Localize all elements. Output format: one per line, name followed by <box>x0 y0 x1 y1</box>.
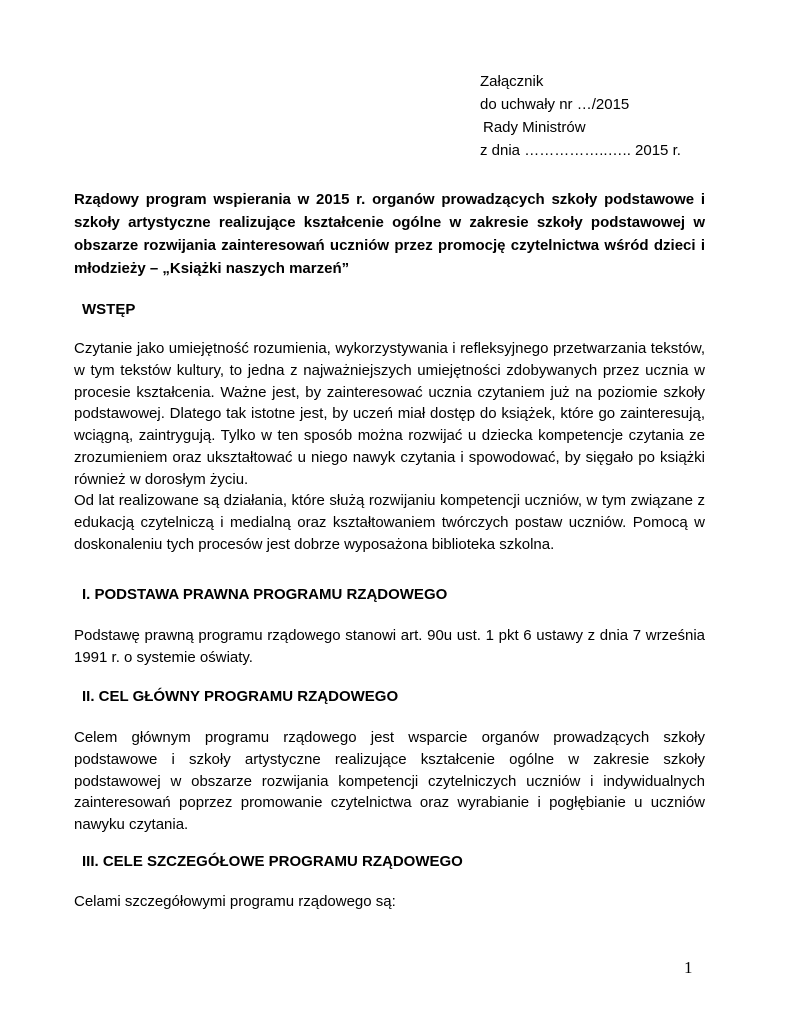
section-heading-main-goal: II. CEL GŁÓWNY PROGRAMU RZĄDOWEGO <box>82 688 399 705</box>
section-heading-intro: WSTĘP <box>82 301 136 318</box>
resolution-date: z dnia ……………..….. 2015 r. <box>480 142 681 159</box>
page-number: 1 <box>684 958 693 977</box>
resolution-number: do uchwały nr …/2015 <box>480 96 630 113</box>
attachment-header <box>480 70 681 162</box>
document-title: Rządowy program wspierania w 2015 r. organów prowadzących szkoły podstawowe i szkoły artystyczne realizujące kształcenie ogólne w zakresie szkoły podstawowej w obszarze rozwijania zainteresowań uczniów przez promocję czytelnictwa wśród dzieci i młodzieży – „Książki naszych marzeń” <box>74 191 705 277</box>
specific-goals-intro: Celami szczegółowymi programu rządowego są: <box>74 893 396 910</box>
section-heading-legal-basis: I. PODSTAWA PRAWNA PROGRAMU RZĄDOWEGO <box>82 586 448 603</box>
legal-basis-paragraph: Podstawę prawną programu rządowego stanowi art. 90u ust. 1 pkt 6 ustawy z dnia 7 września 1991 r. o systemie oświaty. <box>74 627 705 666</box>
main-goal-paragraph: Celem głównym programu rządowego jest wsparcie organów prowadzących szkoły podstawowe i szkoły artystyczne realizujące kształcenie ogólne w zakresie szkoły podstawowej w obszarze rozwijania kompetencji czytelniczych uczniów i indywidualnych zainteresowań poprzez promowanie czytelnictwa oraz wyrabianie i pogłębianie u uczniów nawyku czytania. <box>74 729 705 834</box>
council-of-ministers: Rady Ministrów <box>483 119 586 136</box>
attachment-label: Załącznik <box>480 73 544 90</box>
intro-paragraph-1: Czytanie jako umiejętność rozumienia, wykorzystywania i refleksyjnego przetwarzania tekstów, w tym tekstów kultury, to jedna z najważniejszych umiejętności zdobywanych przez ucznia w procesie kształcenia. Ważne jest, by zainteresować ucznia czytaniem już na poziomie szkoły podstawowej. Dlatego tak istotne jest, by uczeń miał dostęp do książek, które go zainteresują, wciągną, zaintrygują. Tylko w ten sposób można rozwijać u dziecka kompetencje czytania ze zrozumieniem oraz ukształtować u niego nawyk czytania i spowodować, by sięgało po książki również w dorosłym życiu. <box>74 340 705 488</box>
section-heading-specific-goals: III. CELE SZCZEGÓŁOWE PROGRAMU RZĄDOWEGO <box>82 853 463 870</box>
intro-paragraph-2: Od lat realizowane są działania, które służą rozwijaniu kompetencji uczniów, w tym związane z edukacją czytelniczą i medialną oraz kształtowaniem twórczych postaw uczniów. Pomocą w doskonaleniu tych procesów jest dobrze wyposażona biblioteka szkolna. <box>74 492 705 553</box>
